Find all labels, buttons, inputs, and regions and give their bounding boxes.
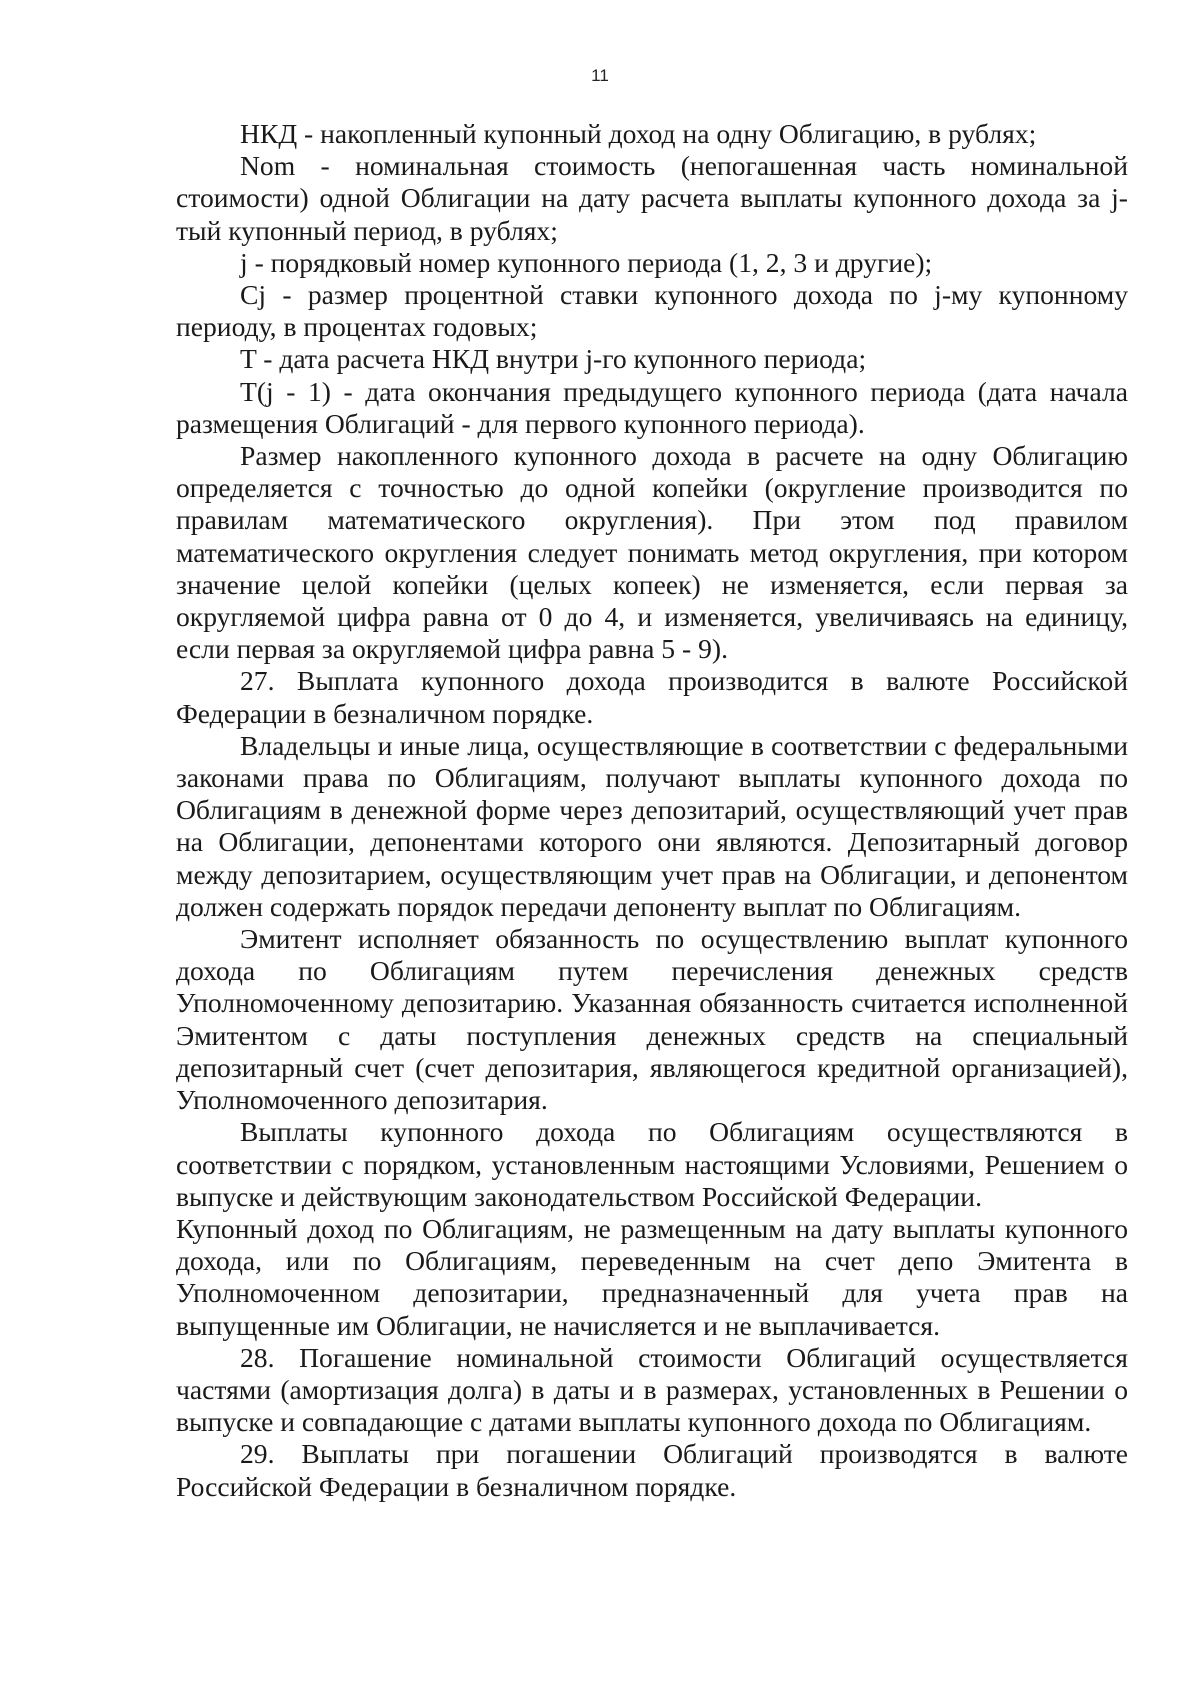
paragraph-owners-payments: Владельцы и иные лица, осуществляющие в соответствии с федеральными законами права по Облигациям, получают выплаты купонного дохода по Облигациям в денежной форме через депозитарий, осуществляющий учет прав на Облигации, депонентами которого они являются. Депозитарный договор между депозитарием, осуществляющим учет прав на Облигации, и депонентом должен содержать порядок передачи депоненту выплат по Облигациям. [176,729,1128,922]
paragraph-payment-order: Выплаты купонного дохода по Облигациям осуществляются в соответствии с порядком, установленным настоящими Условиями, Решением о выпуске и действующим законодательством Российской Федерации. [176,1116,1128,1212]
paragraph-cj-definition: Cj - размер процентной ставки купонного дохода по j-му купонному периоду, в процентах годовых; [176,279,1128,343]
paragraph-clause-29: 29. Выплаты при погашении Облигаций производятся в валюте Российской Федерации в безналичном порядке. [176,1438,1128,1502]
paragraph-clause-27: 27. Выплата купонного дохода производится в валюте Российской Федерации в безналичном порядке. [176,665,1128,729]
paragraph-nom-definition: Nom - номинальная стоимость (непогашенная часть номинальной стоимости) одной Облигации на дату расчета выплаты купонного дохода за j-тый купонный период, в рублях; [176,150,1128,246]
paragraph-t-definition: T - дата расчета НКД внутри j-го купонного периода; [240,343,867,375]
paragraph-not-accrued: Купонный доход по Облигациям, не размещенным на дату выплаты купонного дохода, или по Облигациям, переведенным на счет депо Эмитента в Уполномоченном депозитарии, предназначенный для учета прав на выпущенные им Облигации, не начисляется и не выплачивается. [176,1212,1128,1341]
page-number: 11 [591,66,609,85]
paragraph-clause-28: 28. Погашение номинальной стоимости Облигаций осуществляется частями (амортизация долга) в даты и в размерах, установленных в Решении о выпуске и совпадающие с датами выплаты купонного дохода по Облигациям. [176,1341,1128,1438]
document-body [176,118,1128,1503]
paragraph-tj1-definition: T(j - 1) - дата окончания предыдущего купонного периода (дата начала размещения Облигаций - для первого купонного периода). [176,375,1128,439]
paragraph-issuer-obligation: Эмитент исполняет обязанность по осуществлению выплат купонного дохода по Облигациям путем перечисления денежных средств Уполномоченному депозитарию. Указанная обязанность считается исполненной Эмитентом с даты поступления денежных средств на специальный депозитарный счет (счет депозитария, являющегося кредитной организацией), Уполномоченного депозитария. [176,923,1128,1116]
paragraph-j-definition: j - порядковый номер купонного периода (1, 2, 3 и другие); [240,246,933,278]
paragraph-rounding-rule: Размер накопленного купонного дохода в расчете на одну Облигацию определяется с точностью до одной копейки (округление производится по правилам математического округления). При этом под правилом математического округления следует понимать метод округления, при котором значение целой копейки (целых копеек) не изменяется, если первая за округляемой цифра равна от 0 до 4, и изменяется, увеличиваясь на единицу, если первая за округляемой цифра равна 5 - 9). [176,440,1128,665]
paragraph-nkd-definition: НКД - накопленный купонный доход на одну Облигацию, в рублях; [240,118,1037,149]
